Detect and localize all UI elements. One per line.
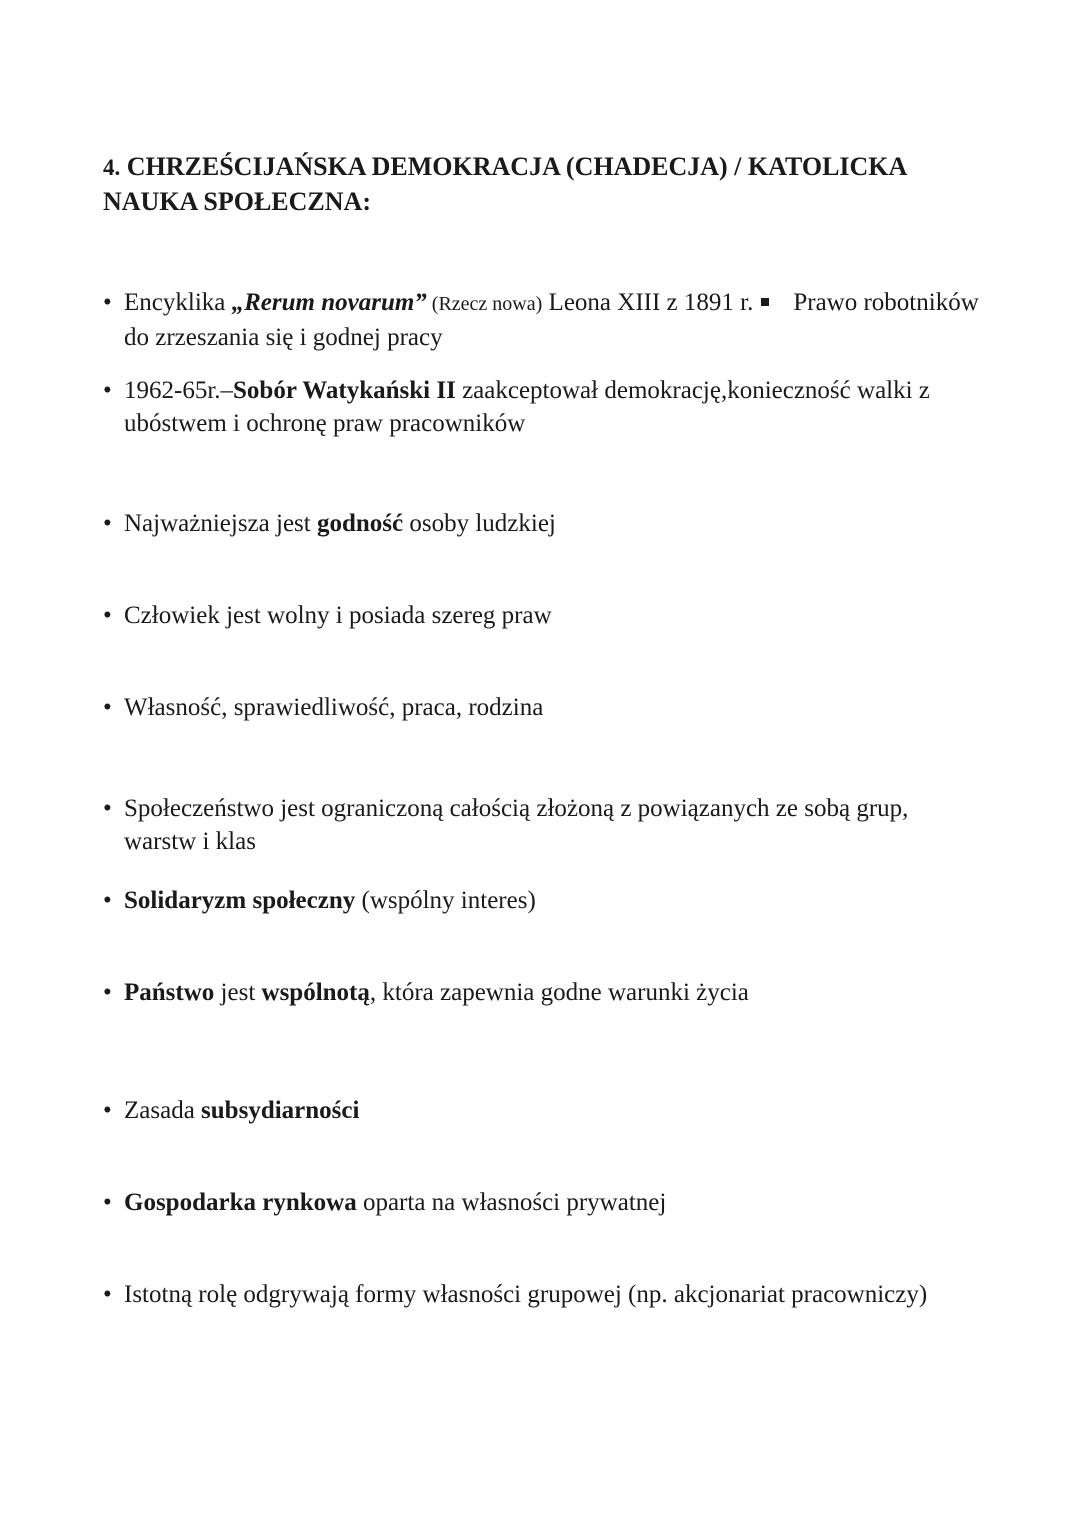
item-text: Leona XIII z 1891 r. xyxy=(542,289,754,316)
list-item-group-ownership xyxy=(103,1278,983,1311)
bullet: • xyxy=(103,289,112,316)
item-bold: Gospodarka rynkowa xyxy=(124,1189,357,1216)
item-text: Najważniejsza jest xyxy=(124,510,317,537)
item-text: osoby ludzkiej xyxy=(403,510,556,537)
item-translation: (Rzecz nowa) xyxy=(426,293,543,315)
list-item-freedom xyxy=(103,599,983,632)
list-item-rerum-novarum xyxy=(103,286,983,354)
bullet: • xyxy=(103,887,112,914)
list-item-vatican-council xyxy=(103,374,983,440)
item-text: Społeczeństwo jest ograniczoną całością złożoną z powiązanych ze sobą grup, warstw i klas xyxy=(124,795,909,855)
item-bold: subsydiarności xyxy=(201,1097,360,1124)
square-bullet-icon xyxy=(761,298,769,306)
item-bold: Państwo xyxy=(124,979,215,1006)
bullet: • xyxy=(103,795,112,822)
item-bold: wspólnotą xyxy=(261,979,370,1006)
item-text: (wspólny interes) xyxy=(355,887,536,914)
list-item-society xyxy=(103,792,983,858)
item-text: jest xyxy=(214,979,262,1006)
item-text: oparta na własności prywatnej xyxy=(356,1189,667,1216)
list-item-subsidiarity xyxy=(103,1094,983,1127)
list-item-solidarism xyxy=(103,884,983,917)
list-item-market-economy xyxy=(103,1186,983,1219)
heading-number: 4. xyxy=(103,155,121,180)
item-text: Encyklika xyxy=(124,289,232,316)
list-item-state xyxy=(103,976,983,1009)
bullet: • xyxy=(103,377,112,404)
bullet: • xyxy=(103,1097,112,1124)
item-bold: godność xyxy=(316,510,404,537)
item-text: zaakceptował demokrację,konieczność walki z ubóstwem i ochronę praw pracowników xyxy=(124,377,930,437)
list-item-dignity xyxy=(103,507,983,540)
item-text: Zasada xyxy=(124,1097,202,1124)
item-text: Prawo robotników do zrzeszania się i godnej pracy xyxy=(124,289,979,351)
list-item-values xyxy=(103,691,983,724)
item-bold: Solidaryzm społeczny xyxy=(124,887,356,914)
bullet: • xyxy=(103,979,112,1006)
item-text: Człowiek jest wolny i posiada szereg praw xyxy=(124,602,552,629)
item-text: 1962-65r.– xyxy=(124,377,234,404)
bullet: • xyxy=(103,510,112,537)
bullet: • xyxy=(103,1189,112,1216)
item-encyclical-title: „Rerum novarum” xyxy=(231,289,427,316)
page-heading xyxy=(103,150,983,219)
item-text: , która zapewnia godne warunki życia xyxy=(369,979,749,1006)
bullet: • xyxy=(103,1281,112,1308)
heading-title: CHRZEŚCIJAŃSKA DEMOKRACJA (CHADECJA) / KATOLICKA NAUKA SPOŁECZNA: xyxy=(103,152,906,216)
bullet: • xyxy=(103,694,112,721)
item-text: Istotną rolę odgrywają formy własności grupowej (np. akcjonariat pracowniczy) xyxy=(124,1281,928,1308)
bullet: • xyxy=(103,602,112,629)
item-text: Własność, sprawiedliwość, praca, rodzina xyxy=(124,694,544,721)
item-bold: Sobór Watykański II xyxy=(233,377,456,404)
